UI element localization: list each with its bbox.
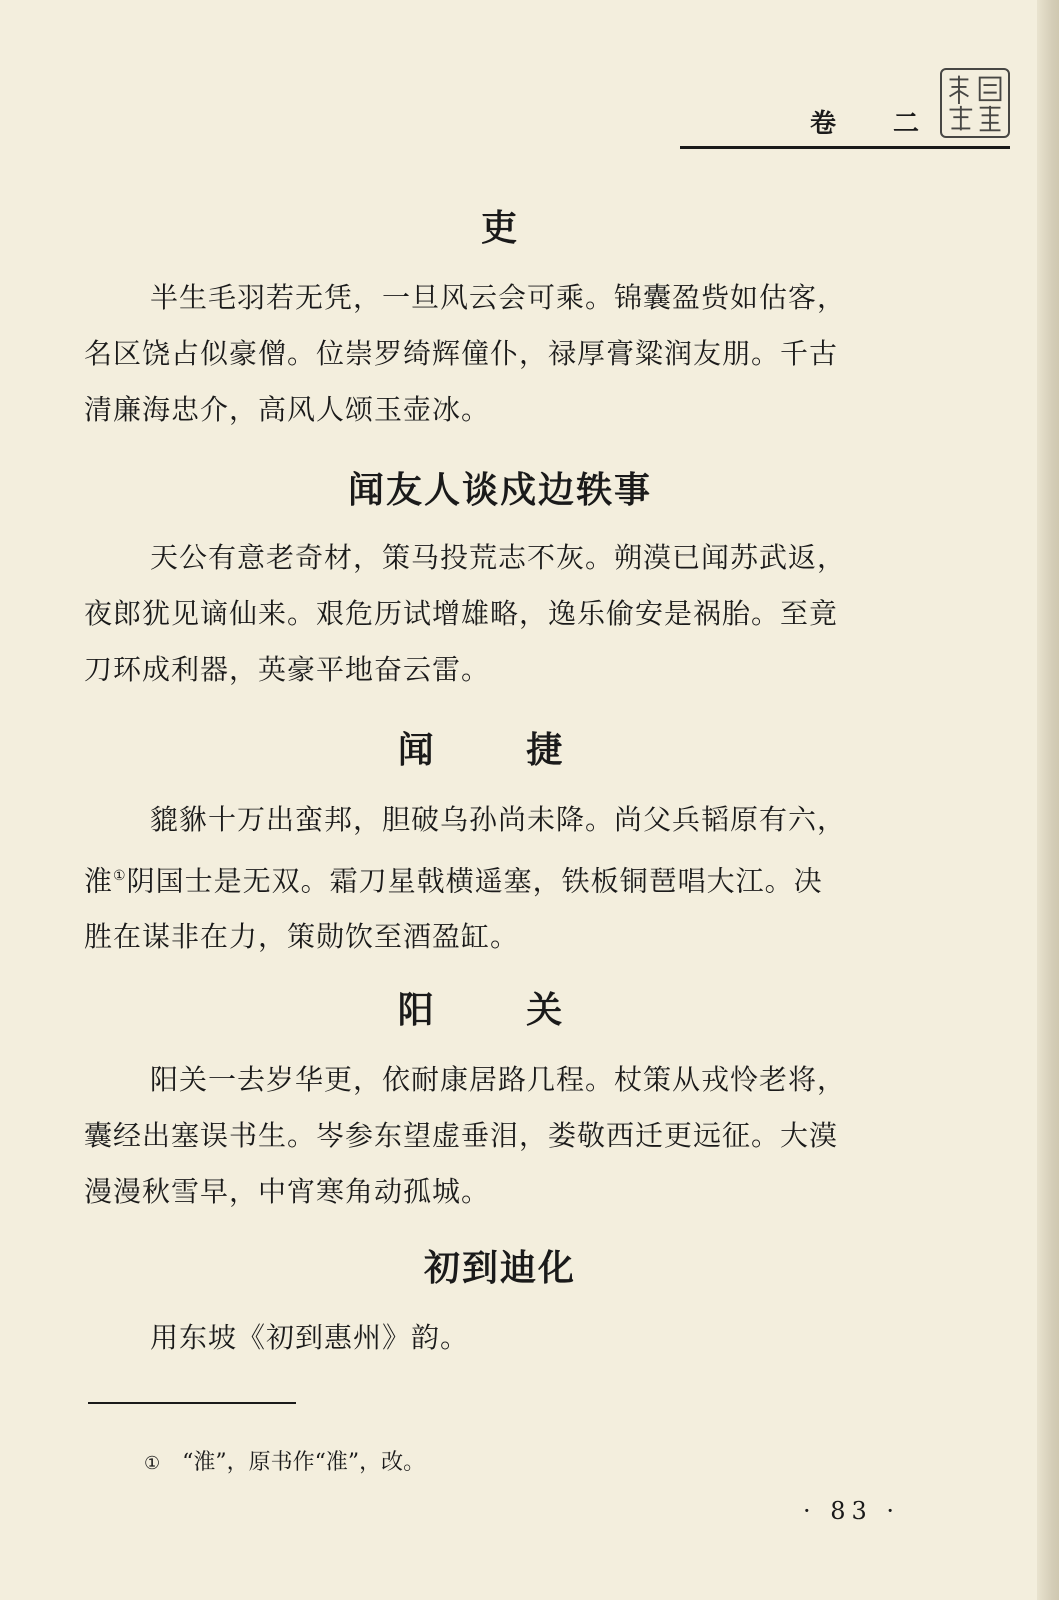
poem-line: 名区饶占似豪僧。位崇罗绮辉僮仆，禄厚膏粱润友朋。千古 — [84, 337, 839, 370]
footnote — [144, 1445, 425, 1476]
chapter-header: 卷 二 — [810, 109, 944, 139]
poem-line: 用东坡《初到惠州》韵。 — [150, 1321, 470, 1354]
poem-title: 吏 — [480, 208, 519, 249]
poem-title: 闻 捷 — [397, 730, 603, 771]
footnote-ref[interactable]: ① — [113, 868, 127, 884]
footnote-marker: ① — [144, 1453, 161, 1474]
poem-body — [84, 1310, 914, 1366]
poem-line: 天公有意老奇材，策马投荒志不灰。朔漠已闻苏武返， — [150, 541, 847, 574]
poem-line: 阳关一去岁华更，依耐康居路几程。杖策从戎怜老将， — [150, 1063, 847, 1096]
poem-line: 貔貅十万出蛮邦，胆破乌孙尚未降。尚父兵韬原有六， — [150, 803, 847, 836]
poem-body — [84, 1052, 914, 1220]
page-edge-shadow — [1037, 0, 1059, 1600]
poem-line-start: 淮 — [84, 864, 114, 898]
poem-title: 初到迪化 — [423, 1248, 576, 1289]
poem-body — [84, 792, 914, 965]
footnote-text: “淮”，原书作“准”，改。 — [182, 1450, 426, 1475]
poem-line: 清廉海忠介，高风人颂玉壶冰。 — [84, 393, 491, 426]
page-number: · 83 · — [803, 1497, 901, 1525]
poem-body — [84, 530, 914, 698]
poem-title: 闻友人谈戍边轶事 — [347, 470, 652, 511]
poem-line-with-note — [84, 848, 914, 909]
seal-stamp-icon — [940, 68, 1010, 138]
header-rule — [680, 146, 1010, 149]
poem-line-rest: 阴国士是无双。霜刀星戟横遥塞，铁板铜琶唱大江。决 — [126, 864, 823, 898]
poem-body — [84, 270, 914, 438]
poem-line: 半生毛羽若无凭，一旦风云会可乘。锦囊盈赀如估客， — [150, 281, 847, 314]
poem-line: 夜郎犹见谪仙来。艰危历试增雄略，逸乐偷安是祸胎。至竟 — [84, 597, 839, 630]
poem-line: 胜在谋非在力，策勋饮至酒盈缸。 — [84, 920, 520, 954]
poem-line: 刀环成利器，英豪平地奋云雷。 — [84, 653, 491, 686]
poem-title: 阳 关 — [397, 990, 603, 1031]
poem-line: 漫漫秋雪早，中宵寒角动孤城。 — [84, 1175, 491, 1208]
footnote-rule — [88, 1402, 296, 1404]
poem-line: 囊经出塞误书生。岑参东望虚垂泪，娄敬西迁更远征。大漠 — [84, 1119, 839, 1152]
